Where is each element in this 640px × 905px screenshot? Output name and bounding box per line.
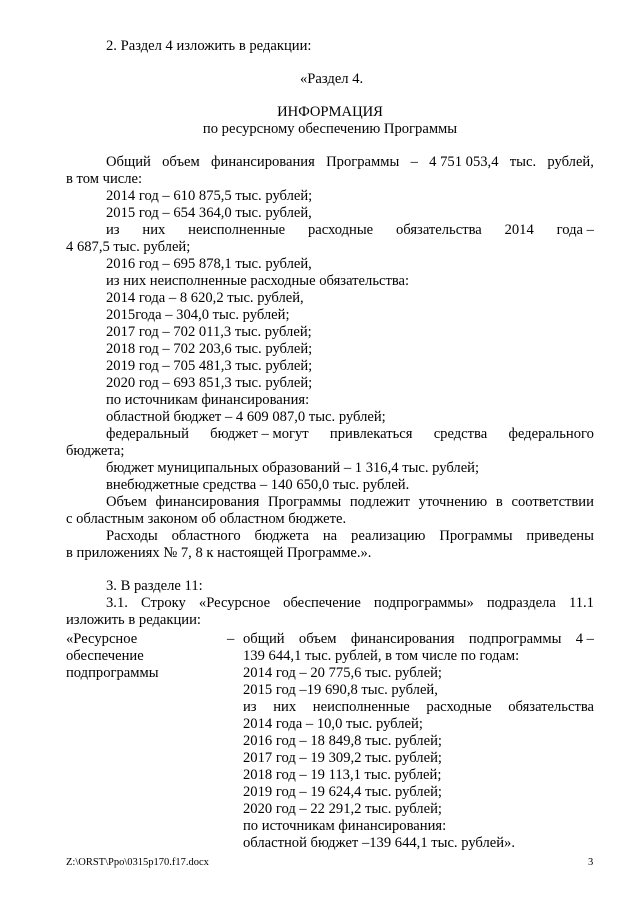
year-2017: 2017 год – 702 011,3 тыс. рублей; [106, 324, 312, 340]
word: обеспечение [283, 595, 361, 611]
unfulfilled-cont: 4 687,5 тыс. рублей; [66, 239, 191, 255]
sub-unfulfilled-cont: 2014 года – 10,0 тыс. рублей; [243, 716, 423, 732]
word: Программы [326, 154, 400, 170]
word: неисполненные [312, 699, 410, 715]
word: Строку [140, 595, 186, 611]
word: – [410, 154, 418, 170]
table-dash: – [227, 631, 235, 647]
sub-year-2017: 2017 год – 19 309,2 тыс. рублей; [243, 750, 442, 766]
info-title: ИНФОРМАЦИЯ [277, 104, 383, 120]
info-subtitle: по ресурсному обеспечению Программы [202, 121, 458, 137]
by-sources: по источникам финансирования: [106, 392, 310, 408]
word: приведены [526, 528, 594, 544]
word: Программы [439, 528, 513, 544]
unfulfilled-2015: 2015года – 304,0 тыс. рублей; [106, 307, 290, 323]
section-label: «Раздел 4. [300, 71, 364, 87]
word: подраздела [486, 595, 556, 611]
word: бюджета [254, 528, 309, 544]
federal-budget-line [106, 426, 594, 443]
word: из [106, 222, 120, 238]
word: объем [298, 631, 337, 647]
word: федерального [508, 426, 594, 442]
resource-label-1: «Ресурсное [66, 631, 138, 647]
word: Расходы [106, 528, 158, 544]
word: 4 – [575, 631, 594, 647]
word: подлежит [349, 494, 410, 510]
sub-by-sources: по источникам финансирования: [243, 818, 447, 834]
expenses-cont: в приложениях № 7, 8 к настоящей Программе.». [66, 545, 372, 561]
sub-year-2018: 2018 год – 19 113,1 тыс. рублей; [243, 767, 442, 783]
word: Объем [106, 494, 147, 510]
word: «Ресурсное [198, 595, 271, 611]
word: финансирования [350, 631, 455, 647]
year-2019: 2019 год – 705 481,3 тыс. рублей; [106, 358, 313, 374]
word: подпрограммы [468, 631, 562, 647]
page-number: 3 [588, 857, 594, 868]
word: привлекаться [329, 426, 413, 442]
word: средства [433, 426, 488, 442]
year-2016: 2016 год – 695 878,1 тыс. рублей, [106, 256, 312, 272]
word: из [243, 699, 257, 715]
word: года – [556, 222, 594, 238]
word: 11.1 [568, 595, 594, 611]
resource-label-2: обеспечение [66, 648, 144, 664]
word: реализацию [351, 528, 426, 544]
word: тыс. [509, 154, 537, 170]
extrabudget-funds: внебюджетные средства – 140 650,0 тыс. рублей. [106, 477, 410, 493]
word: 4 751 053,4 [429, 154, 499, 170]
clarify-cont: с областным законом об областном бюджете. [66, 511, 347, 527]
word: подпрограммы» [373, 595, 474, 611]
sub-year-2019: 2019 год – 19 624,4 тыс. рублей; [243, 784, 442, 800]
word: расходные [426, 699, 492, 715]
word: 3.1. [106, 595, 128, 611]
sub-year-2020: 2020 год – 22 291,2 тыс. рублей; [243, 801, 442, 817]
word: соответствии [511, 494, 594, 510]
word: них [142, 222, 166, 238]
word: финансирования [211, 154, 315, 170]
word: Программы [267, 494, 342, 510]
resource-label-3: подпрограммы [66, 665, 159, 681]
word: федеральный [106, 426, 189, 442]
word: 2014 [504, 222, 534, 238]
item2-heading: 2. Раздел 4 изложить в редакции: [106, 38, 312, 54]
expenses-line [106, 528, 594, 545]
municipal-budget: бюджет муниципальных образований – 1 316,4 тыс. рублей; [106, 460, 480, 476]
word: в [495, 494, 503, 510]
word: них [273, 699, 297, 715]
sub-year-2015: 2015 год –19 690,8 тыс. рублей, [243, 682, 438, 698]
word: на [322, 528, 338, 544]
word: финансирования [155, 494, 260, 510]
total-funding-line [106, 154, 594, 171]
word: обязательства [508, 699, 594, 715]
unfulfilled-2016: из них неисполненные расходные обязательства: [106, 273, 410, 289]
word: неисполненные [188, 222, 286, 238]
word: обязательства [395, 222, 482, 238]
federal-budget-cont: бюджета; [66, 443, 125, 459]
year-2018: 2018 год – 702 203,6 тыс. рублей; [106, 341, 313, 357]
word: объем [162, 154, 200, 170]
regional-budget: областной бюджет – 4 609 087,0 тыс. рублей; [106, 409, 386, 425]
subprogram-total-cont: 139 644,1 тыс. рублей, в том числе по годам: [243, 648, 520, 664]
item3-sub-line [106, 595, 594, 612]
year-2015: 2015 год – 654 364,0 тыс. рублей, [106, 205, 312, 221]
word: областного [171, 528, 241, 544]
item3-sub-cont: изложить в редакции: [66, 612, 201, 628]
clarify-line [106, 494, 594, 511]
footer-file-path: Z:\ORST\Ppo\0315p170.f17.docx [66, 857, 209, 868]
word: уточнению [418, 494, 488, 510]
unfulfilled-2014: 2014 года – 8 620,2 тыс. рублей, [106, 290, 304, 306]
word: рублей, [547, 154, 594, 170]
sub-year-2016: 2016 год – 18 849,8 тыс. рублей; [243, 733, 442, 749]
year-2014: 2014 год – 610 875,5 тыс. рублей; [106, 188, 313, 204]
sub-regional-budget: областной бюджет –139 644,1 тыс. рублей». [243, 835, 516, 851]
word: общий [243, 631, 285, 647]
total-funding-cont: в том числе: [66, 171, 143, 187]
item3-heading: 3. В разделе 11: [106, 578, 203, 594]
sub-year-2014: 2014 год – 20 775,6 тыс. рублей; [243, 665, 442, 681]
unfulfilled-line [106, 222, 594, 239]
subprogram-total-line [243, 631, 594, 648]
word: бюджет – могут [210, 426, 309, 442]
sub-unfulfilled-line [243, 699, 594, 716]
word: Общий [106, 154, 151, 170]
year-2020: 2020 год – 693 851,3 тыс. рублей; [106, 375, 313, 391]
word: расходные [307, 222, 374, 238]
